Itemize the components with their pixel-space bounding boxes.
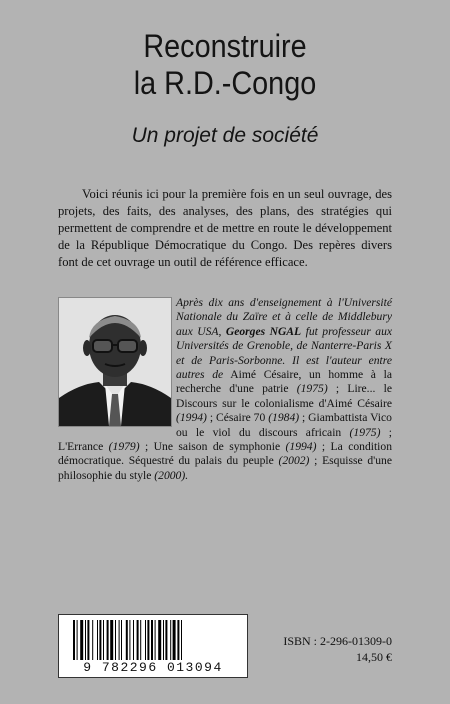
work-title: Aimé Césaire, un homme à la recherche d'une patrie: [176, 368, 392, 396]
barcode-bar: [151, 620, 153, 660]
title-line-1: Reconstruire: [143, 28, 307, 64]
price: 14,50 €: [356, 650, 392, 664]
work-year: (2002): [278, 454, 310, 468]
work-title: Giambattista Vico ou le viol du discours africain: [176, 411, 392, 439]
barcode-bar: [177, 620, 179, 660]
isbn-number: ISBN : 2-296-01309-0: [283, 634, 392, 648]
barcode-bar: [126, 620, 128, 660]
barcode-bar: [145, 620, 146, 660]
work-year: (1979): [108, 440, 140, 454]
isbn-block: [283, 633, 392, 665]
author-bio: Après dix ans d'enseignement à l'Université Nationale du Zaïre et à celle de Middlebury aux USA, Georges NGAL fut professeur aux Universités de Grenoble, de Nanterre-Paris X et de Paris-Sorbonne. Il est l'auteur entre autres de Aimé Césaire, un homme à la recherche d'une patrie (1975) ; Lire... le Discours sur le colonialisme d'Aimé Césaire (1994) ; Césaire 70 (1984) ; Giambattista Vico ou le viol du discours africain (1975) ; L'Errance (1979) ; Une saison de symphonie (1994) ; La condition démocratique. Séquestré du palais du peuple (2002) ; Esquisse d'une philosophie du style (2000).: [58, 296, 393, 482]
work-title: Césaire 70: [215, 411, 266, 425]
book-subtitle: Un projet de société: [131, 124, 319, 147]
bio-career: fut professeur aux Universités de Grenoble, de Nanterre-Paris X et de Paris-Sorbonne. Il est l'auteur entre autres de: [176, 324, 393, 382]
barcode-bar: [73, 620, 75, 660]
work-year: (2000).: [154, 468, 189, 482]
barcode-bar: [110, 620, 113, 660]
barcode-bar: [173, 620, 176, 660]
bio-intro: Après dix ans d'enseignement à l'Université Nationale du Zaïre et à celle de Middlebury aux USA,: [176, 296, 392, 338]
barcode-bar: [158, 620, 161, 660]
intro-paragraph: Voici réunis ici pour la première fois en un seul ouvrage, des projets, des faits, des analyses, des plans, des stratégies qui permettent de comprendre et de mettre en route le développement de la République Démocratique du Congo. Des repères divers font de cet ouvrage un outil de référence efficace.: [58, 187, 392, 269]
work-title: Lire... le Discours sur le colonialisme d'Aimé Césaire: [176, 382, 392, 410]
barcode-bar: [137, 620, 139, 660]
work-year: (1984): [268, 411, 300, 425]
barcode-icon: [59, 618, 247, 666]
barcode-bar: [119, 620, 120, 660]
barcode-bar: [140, 620, 141, 660]
work-year: (1994): [285, 440, 317, 454]
work-title: Une saison de symphonie: [153, 440, 281, 454]
barcode-bar: [77, 620, 78, 660]
barcode-bar: [129, 620, 130, 660]
barcode: [58, 614, 248, 678]
barcode-bar: [170, 620, 171, 660]
barcode-bar: [155, 620, 156, 660]
author-name: Georges NGAL: [225, 324, 302, 338]
title-line-2: la R.D.-Congo: [133, 65, 317, 101]
barcode-bar: [97, 620, 98, 660]
work-title: Esquisse d'une philosophie du style: [58, 454, 392, 482]
barcode-bar: [99, 620, 101, 660]
barcode-bar: [103, 620, 104, 660]
work-year: (1975): [349, 425, 381, 439]
barcode-bar: [133, 620, 134, 660]
work-title: L'Errance: [58, 440, 104, 454]
barcode-bar: [80, 620, 83, 660]
barcode-bar: [87, 620, 89, 660]
barcode-bar: [115, 620, 116, 660]
barcode-bar: [92, 620, 93, 660]
barcode-bar: [107, 620, 109, 660]
barcode-bar: [163, 620, 164, 660]
work-year: (1975): [296, 382, 328, 396]
barcode-bar: [165, 620, 167, 660]
barcode-bar: [85, 620, 86, 660]
barcode-digits: 9 782296 013094: [83, 660, 223, 675]
book-title: [23, 28, 428, 102]
barcode-bar: [121, 620, 122, 660]
work-title: La condition démocratique. Séquestré du palais du peuple: [58, 440, 392, 468]
barcode-bar: [147, 620, 149, 660]
barcode-bar: [181, 620, 182, 660]
work-year: (1994): [176, 411, 207, 425]
